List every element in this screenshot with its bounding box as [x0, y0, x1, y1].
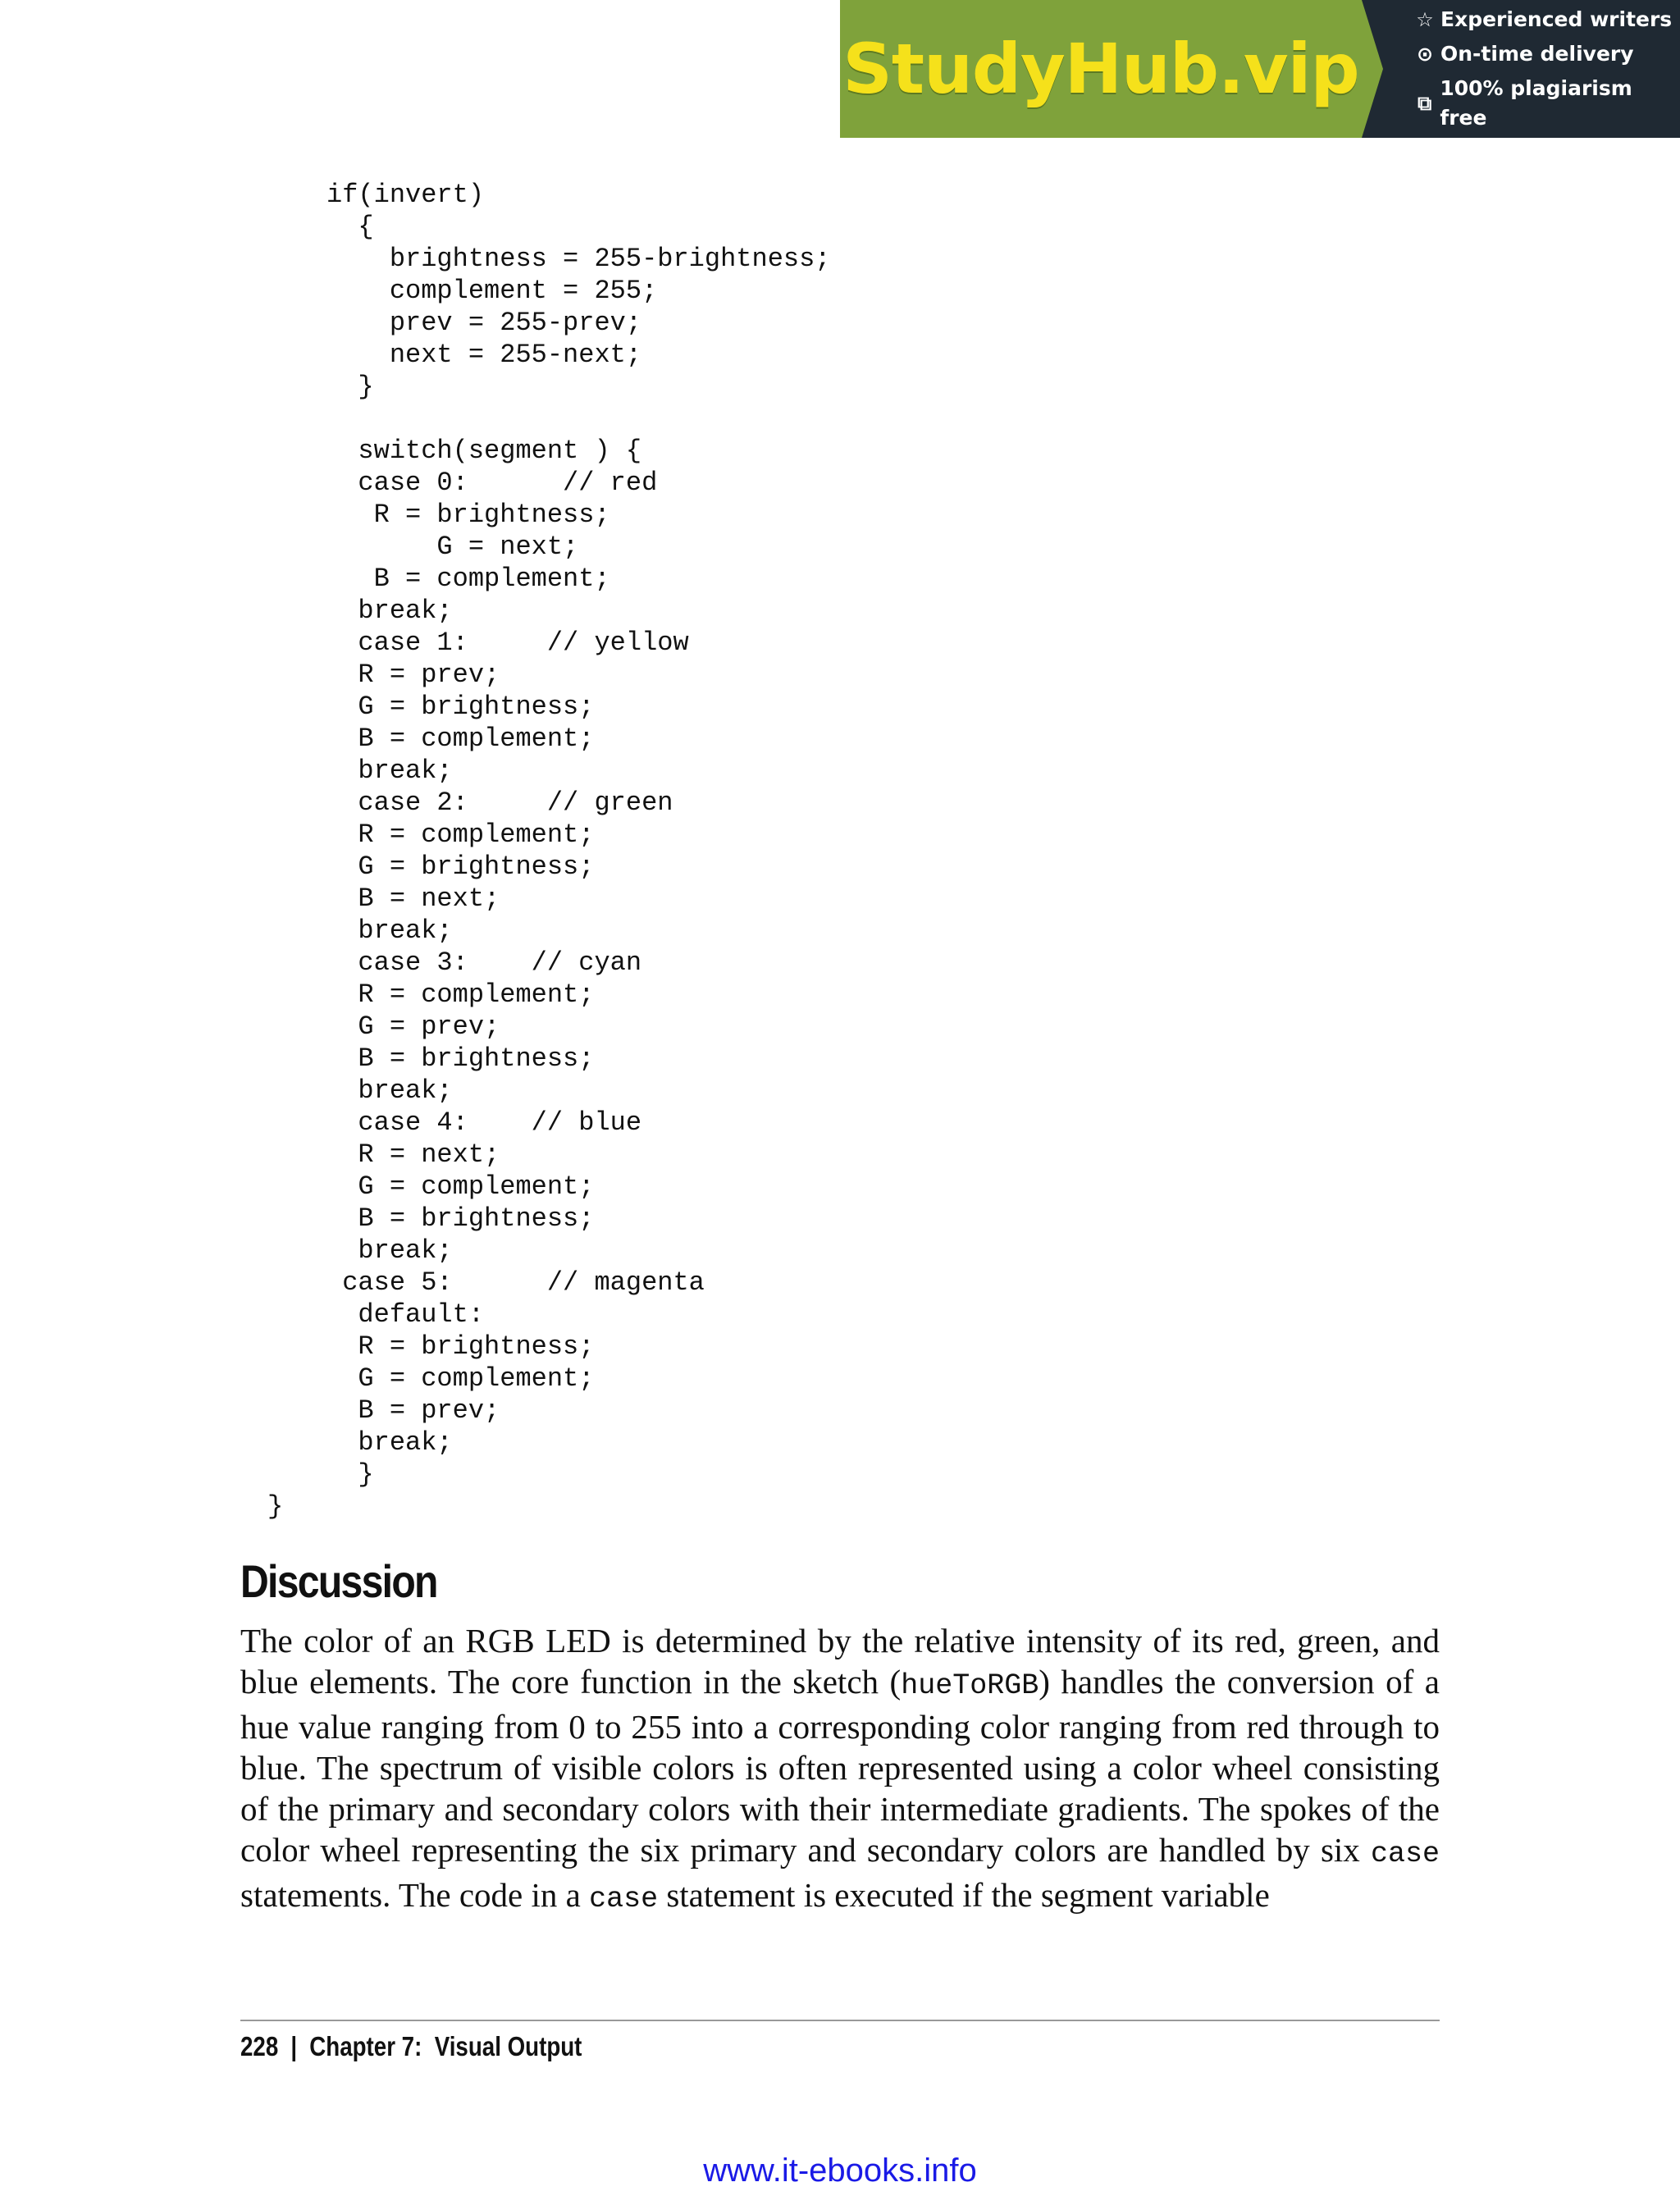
code-line: break;: [326, 1427, 453, 1458]
copy-icon: ⧉: [1418, 92, 1432, 115]
code-line: R = complement;: [326, 979, 595, 1010]
feature-list: [1362, 0, 1680, 138]
code-line: case 1: // yellow: [326, 628, 689, 658]
page-number: 228: [240, 2031, 279, 2061]
code-line: R = brightness;: [326, 1331, 595, 1362]
section-heading: Discussion: [240, 1555, 437, 1607]
code-line: B = next;: [326, 883, 500, 914]
code-line: G = prev;: [326, 1011, 500, 1042]
code-line: default:: [326, 1299, 485, 1330]
code-line: complement = 255;: [326, 276, 658, 306]
code-line: R = prev;: [326, 660, 500, 690]
code-line: prev = 255-prev;: [326, 308, 642, 338]
code-line: {: [326, 212, 374, 242]
footer-rule: [240, 2020, 1440, 2021]
code-line: if(invert): [326, 180, 485, 210]
inline-code: case: [1370, 1838, 1440, 1870]
footer-separator: |: [290, 2031, 298, 2061]
code-line: case 3: // cyan: [326, 947, 642, 978]
feature-item-writers: [1414, 5, 1680, 34]
feature-item-plagiarism: [1414, 74, 1680, 133]
code-line: R = brightness;: [326, 500, 610, 530]
brand-panel[interactable]: [840, 0, 1362, 138]
feature-label: On-time delivery: [1440, 42, 1634, 66]
page-footer: [240, 2031, 582, 2062]
code-line: case 4: // blue: [326, 1107, 642, 1138]
paragraph-text: The color of an RGB LED is determined by the relative intensity of its red, green, and blue elements. The core function in the sketch (: [240, 1622, 1440, 1701]
star-outline-icon: ☆: [1416, 8, 1434, 31]
code-line: }: [326, 372, 374, 402]
code-line: break;: [326, 915, 453, 946]
code-line: B = brightness;: [326, 1203, 595, 1234]
paragraph-text: statement is executed if the segment variable: [658, 1876, 1270, 1914]
inline-code: hueToRGB: [901, 1669, 1039, 1702]
feature-item-delivery: [1414, 39, 1680, 69]
code-line: }: [326, 1459, 374, 1490]
code-line: G = brightness;: [326, 692, 595, 722]
code-line: R = next;: [326, 1139, 500, 1170]
feature-label: 100% plagiarism free: [1440, 76, 1632, 130]
code-line: case 0: // red: [326, 468, 658, 498]
feature-label: Experienced writers: [1440, 7, 1673, 31]
code-line: case 2: // green: [326, 788, 673, 818]
discussion-paragraph: [240, 1620, 1440, 1920]
code-line: next = 255-next;: [326, 340, 642, 370]
code-line: G = next;: [326, 532, 579, 562]
code-line: brightness = 255-brightness;: [326, 244, 831, 274]
code-line: break;: [326, 596, 453, 626]
code-line: G = brightness;: [326, 851, 595, 882]
inline-code: case: [589, 1883, 659, 1915]
code-line: R = complement;: [326, 819, 595, 850]
code-line: G = complement;: [326, 1171, 595, 1202]
watermark-link[interactable]: www.it-ebooks.info: [703, 2152, 977, 2189]
brand-logo[interactable]: StudyHub.vip: [842, 29, 1359, 109]
code-line: B = complement;: [326, 724, 595, 754]
chapter-title: Chapter 7: Visual Output: [309, 2031, 582, 2061]
code-line: break;: [326, 756, 453, 786]
code-line: B = brightness;: [326, 1043, 595, 1074]
code-line: B = prev;: [326, 1395, 500, 1426]
code-line: }: [267, 1491, 284, 1522]
code-line: switch(segment ) {: [326, 436, 642, 466]
code-line: B = complement;: [326, 564, 610, 594]
code-line: G = complement;: [326, 1363, 595, 1394]
ad-banner[interactable]: [840, 0, 1680, 138]
code-line: case 5: // magenta: [326, 1267, 705, 1298]
paragraph-text: ) handles the conversion of a hue value ranging from 0 to 255 into a corresponding color ranging from red through to blue. The spectrum of visible colors is often represented using a color wheel consisting of the primary and secondary colors with their intermediate gradients. The spokes of the color wheel representing the six primary and secondary colors are handled by six: [240, 1663, 1440, 1869]
code-line: break;: [326, 1235, 453, 1266]
paragraph-text: statements. The code in a: [240, 1876, 590, 1914]
code-line: break;: [326, 1075, 453, 1106]
clock-icon: ⊙: [1416, 43, 1434, 66]
